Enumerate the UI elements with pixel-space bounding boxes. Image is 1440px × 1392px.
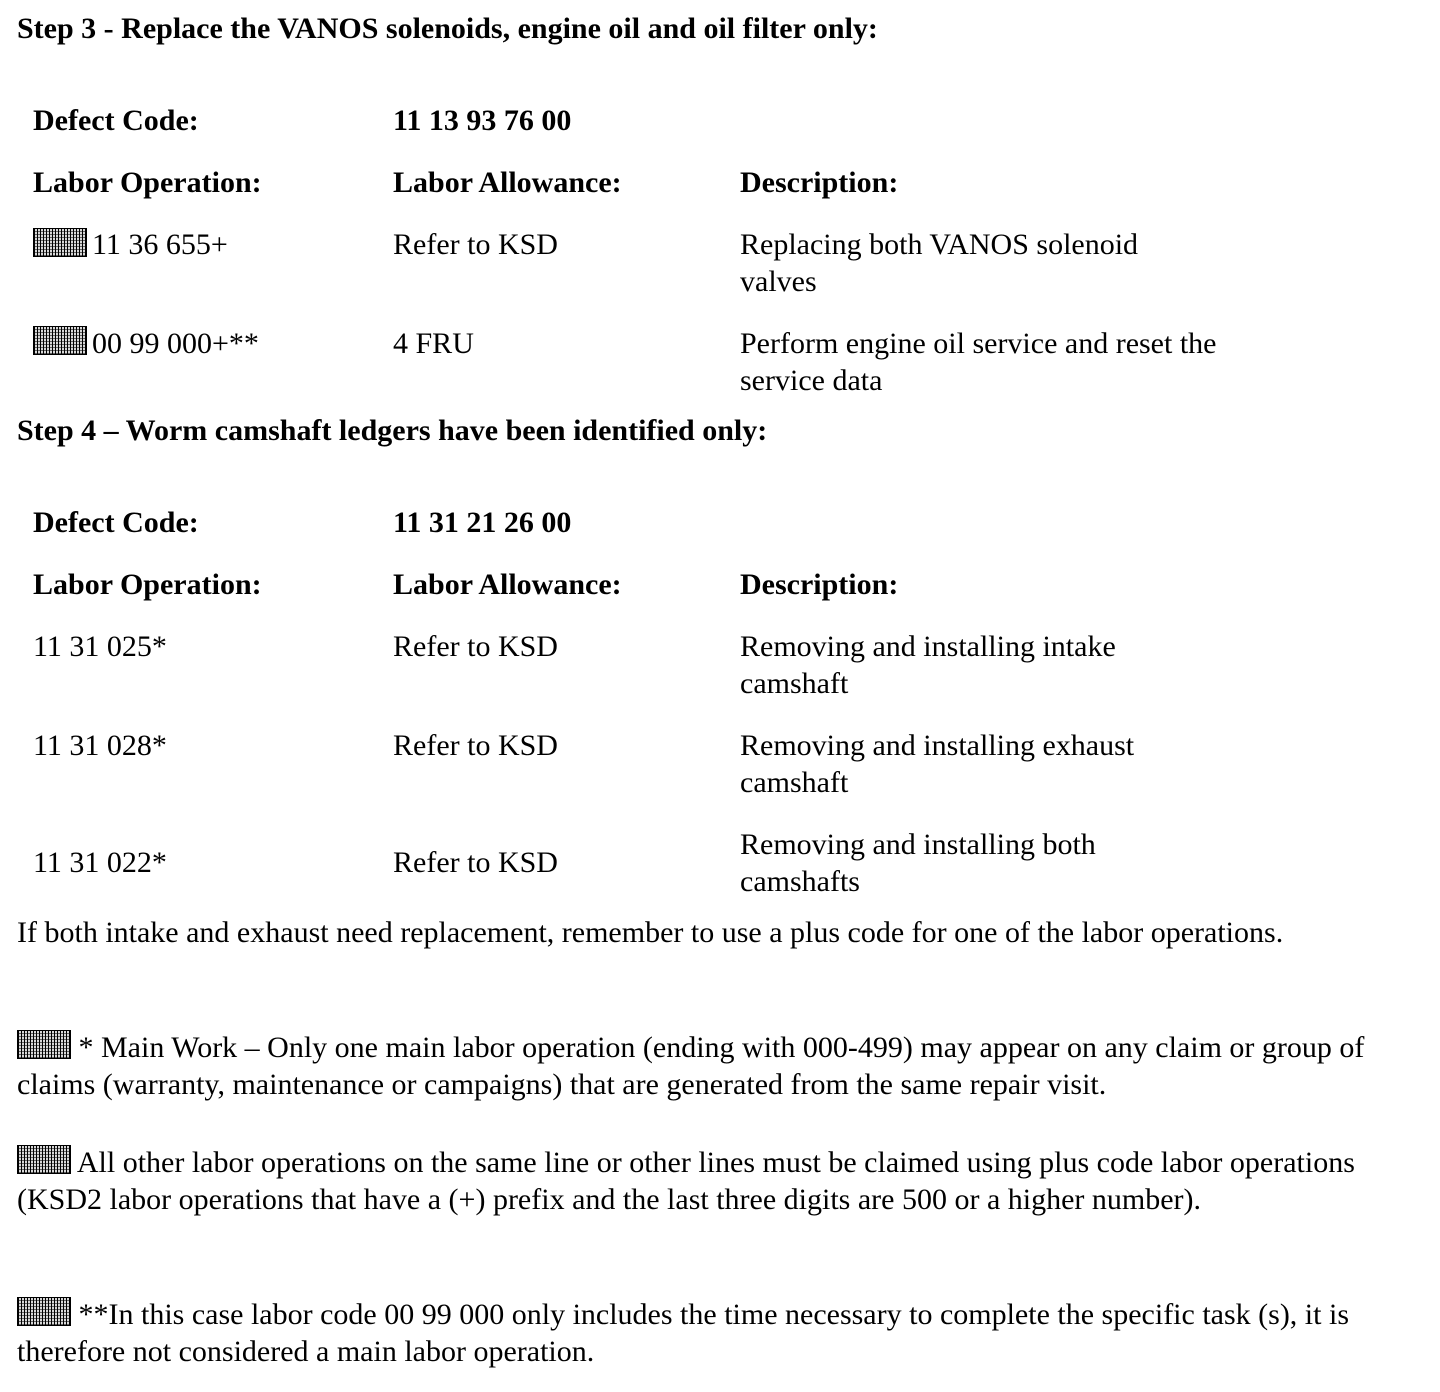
- step4-header-allowance: Labor Allowance:: [393, 568, 622, 601]
- step4-row2-description-line2: camshaft: [740, 766, 849, 799]
- plus-code-note: If both intake and exhaust need replacement, remember to use a plus code for one of the labor operations.: [17, 916, 1284, 949]
- step4-defect-label: Defect Code:: [33, 506, 199, 539]
- step3-title: Step 3 - Replace the VANOS solenoids, engine oil and oil filter only:: [17, 12, 878, 45]
- step3-row1-description-line1: Replacing both VANOS solenoid: [740, 228, 1139, 261]
- step3-header-description: Description:: [740, 166, 899, 199]
- step4-row2-description-line1: Removing and installing exhaust: [740, 729, 1135, 762]
- other-ops-note-text: All other labor operations on the same line or other lines must be claimed using plus code labor operations (KSD2 labor operations that have a (+) prefix and the last three digits are 500 or a higher number).: [17, 1146, 1355, 1216]
- step3-row2-description-line1: Perform engine oil service and reset the: [740, 327, 1217, 360]
- step4-row2-operation: 11 31 028*: [33, 729, 167, 762]
- step4-row3-description-line1: Removing and installing both: [740, 828, 1096, 861]
- step3-row2-description-line2: service data: [740, 364, 883, 397]
- step4-row2-allowance: Refer to KSD: [393, 729, 558, 762]
- plus-code-marker-icon: [33, 326, 87, 355]
- step4-header-description: Description:: [740, 568, 899, 601]
- step3-header-operation: Labor Operation:: [33, 166, 262, 199]
- step4-row1-description-line1: Removing and installing intake: [740, 630, 1116, 663]
- step3-row1-description-line2: valves: [740, 265, 817, 298]
- step4-defect-code: 11 31 21 26 00: [393, 506, 572, 539]
- step3-row2-operation: 00 99 000+**: [92, 327, 259, 360]
- step4-row1-allowance: Refer to KSD: [393, 630, 558, 663]
- double-star-note-text: **In this case labor code 00 99 000 only includes the time necessary to complete the specific task (s), it is therefore not considered a main labor operation.: [17, 1298, 1349, 1368]
- step4-row3-allowance: Refer to KSD: [393, 846, 558, 879]
- step3-defect-label: Defect Code:: [33, 104, 199, 137]
- step3-row2-allowance: 4 FRU: [393, 327, 474, 360]
- plus-code-legend-icon: [17, 1145, 71, 1174]
- double-star-legend-icon: [17, 1297, 71, 1326]
- double-star-note: [17, 1296, 1417, 1370]
- step3-defect-code: 11 13 93 76 00: [393, 104, 572, 137]
- step4-header-operation: Labor Operation:: [33, 568, 262, 601]
- main-work-marker-icon: [33, 228, 87, 257]
- other-ops-note: [17, 1144, 1417, 1218]
- step3-row1-allowance: Refer to KSD: [393, 228, 558, 261]
- main-work-legend-icon: [17, 1030, 71, 1059]
- step4-row3-operation: 11 31 022*: [33, 846, 167, 879]
- step4-row1-operation: 11 31 025*: [33, 630, 167, 663]
- step4-row3-description-line2: camshafts: [740, 865, 860, 898]
- step4-title: Step 4 – Worm camshaft ledgers have been identified only:: [17, 414, 768, 447]
- main-work-note-text: * Main Work – Only one main labor operation (ending with 000-499) may appear on any claim or group of claims (warranty, maintenance or campaigns) that are generated from the same repair visit.: [17, 1031, 1365, 1101]
- step4-row1-description-line2: camshaft: [740, 667, 849, 700]
- step3-row1-operation: 11 36 655+: [92, 228, 228, 261]
- step3-header-allowance: Labor Allowance:: [393, 166, 622, 199]
- main-work-note: [17, 1029, 1417, 1103]
